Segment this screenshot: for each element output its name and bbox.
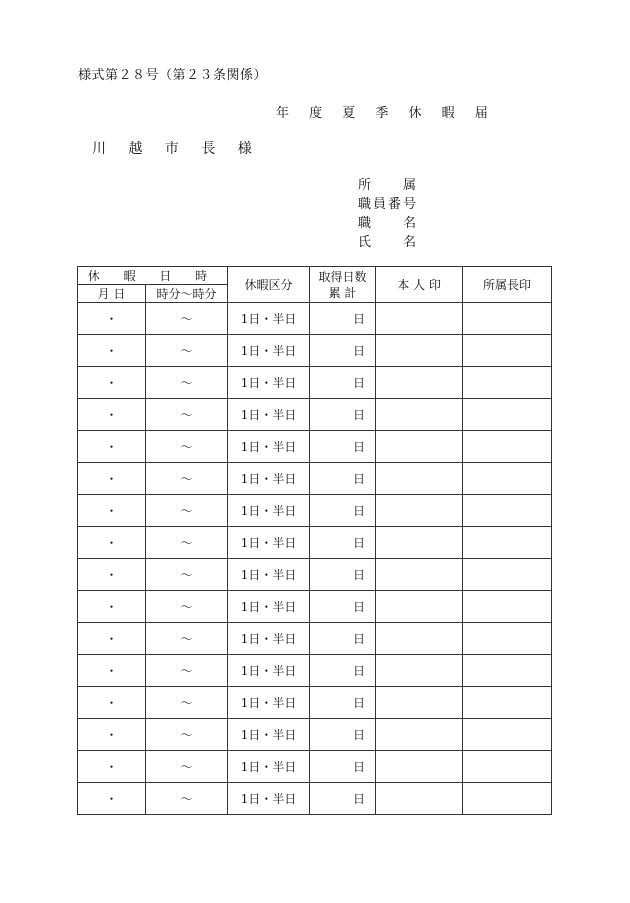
applicant-line-employee-number (358, 195, 416, 214)
leave-type-cell[interactable]: 1日・半日 (228, 623, 310, 655)
days-cell[interactable]: 日 (310, 783, 376, 815)
leave-type-cell[interactable]: 1日・半日 (228, 367, 310, 399)
manager-seal-cell[interactable] (463, 751, 552, 783)
manager-seal-cell[interactable] (463, 303, 552, 335)
leave-type-cell[interactable]: 1日・半日 (228, 463, 310, 495)
table-row (78, 559, 552, 591)
days-cell[interactable]: 日 (310, 751, 376, 783)
time-cell[interactable]: ～ (146, 527, 228, 559)
table-row (78, 367, 552, 399)
time-cell[interactable]: ～ (146, 623, 228, 655)
personal-seal-cell[interactable] (376, 591, 463, 623)
table-row (78, 719, 552, 751)
table-row (78, 495, 552, 527)
date-cell[interactable]: ・ (78, 719, 146, 751)
manager-seal-cell[interactable] (463, 623, 552, 655)
date-cell[interactable]: ・ (78, 495, 146, 527)
days-header-line1: 取得日数 (318, 269, 367, 284)
table-row (78, 399, 552, 431)
manager-seal-cell[interactable] (463, 463, 552, 495)
days-header-line2: 累 計 (328, 285, 357, 300)
time-cell[interactable]: ～ (146, 751, 228, 783)
time-cell[interactable]: ～ (146, 559, 228, 591)
form-number: 様式第２８号（第２３条関係） (78, 68, 268, 83)
table-row (78, 527, 552, 559)
personal-seal-cell[interactable] (376, 495, 463, 527)
days-cell[interactable]: 日 (310, 335, 376, 367)
leave-type-cell[interactable]: 1日・半日 (228, 655, 310, 687)
table-row (78, 623, 552, 655)
name-label: 氏 名 (358, 235, 416, 250)
days-cell[interactable]: 日 (310, 591, 376, 623)
time-cell[interactable]: ～ (146, 591, 228, 623)
leave-type-cell[interactable]: 1日・半日 (228, 399, 310, 431)
manager-seal-cell[interactable] (463, 783, 552, 815)
leave-type-cell[interactable]: 1日・半日 (228, 719, 310, 751)
time-cell[interactable]: ～ (146, 655, 228, 687)
days-header (310, 267, 376, 303)
days-cell[interactable]: 日 (310, 655, 376, 687)
personal-seal-cell[interactable] (376, 303, 463, 335)
personal-seal-cell[interactable] (376, 687, 463, 719)
table-row (78, 751, 552, 783)
leave-type-cell[interactable]: 1日・半日 (228, 751, 310, 783)
leave-type-cell[interactable]: 1日・半日 (228, 687, 310, 719)
days-cell[interactable]: 日 (310, 367, 376, 399)
date-cell[interactable]: ・ (78, 303, 146, 335)
personal-seal-cell[interactable] (376, 399, 463, 431)
leave-rows (78, 303, 552, 815)
date-cell[interactable]: ・ (78, 687, 146, 719)
date-cell[interactable]: ・ (78, 751, 146, 783)
days-cell[interactable]: 日 (310, 303, 376, 335)
leave-type-cell[interactable]: 1日・半日 (228, 335, 310, 367)
table-row (78, 303, 552, 335)
manager-seal-cell[interactable] (463, 399, 552, 431)
days-cell[interactable]: 日 (310, 399, 376, 431)
time-cell[interactable]: ～ (146, 431, 228, 463)
applicant-info (358, 176, 416, 252)
time-range-header: 時分～時分 (146, 285, 228, 303)
personal-seal-cell[interactable] (376, 527, 463, 559)
date-cell[interactable]: ・ (78, 655, 146, 687)
days-cell[interactable]: 日 (310, 687, 376, 719)
leave-type-header: 休暇区分 (228, 267, 310, 303)
table-row (78, 431, 552, 463)
manager-seal-cell[interactable] (463, 655, 552, 687)
leave-type-cell[interactable]: 1日・半日 (228, 431, 310, 463)
time-cell[interactable]: ～ (146, 367, 228, 399)
date-cell[interactable]: ・ (78, 367, 146, 399)
date-cell[interactable]: ・ (78, 463, 146, 495)
time-cell[interactable]: ～ (146, 303, 228, 335)
days-cell[interactable]: 日 (310, 623, 376, 655)
personal-seal-cell[interactable] (376, 783, 463, 815)
manager-seal-cell[interactable] (463, 687, 552, 719)
personal-seal-cell[interactable] (376, 655, 463, 687)
days-cell[interactable]: 日 (310, 495, 376, 527)
date-cell[interactable]: ・ (78, 527, 146, 559)
time-cell[interactable]: ～ (146, 495, 228, 527)
leave-type-cell[interactable]: 1日・半日 (228, 559, 310, 591)
time-cell[interactable]: ～ (146, 335, 228, 367)
table-row (78, 591, 552, 623)
table-row (78, 463, 552, 495)
days-cell[interactable]: 日 (310, 527, 376, 559)
date-cell[interactable]: ・ (78, 399, 146, 431)
personal-seal-cell[interactable] (376, 431, 463, 463)
manager-seal-cell[interactable] (463, 527, 552, 559)
personal-seal-cell[interactable] (376, 719, 463, 751)
manager-seal-cell[interactable] (463, 591, 552, 623)
table-row (78, 655, 552, 687)
applicant-line-position (358, 214, 416, 233)
month-day-header: 月 日 (78, 285, 146, 303)
leave-table (77, 266, 552, 815)
leave-type-cell[interactable]: 1日・半日 (228, 303, 310, 335)
time-cell[interactable]: ～ (146, 783, 228, 815)
personal-seal-cell[interactable] (376, 335, 463, 367)
manager-seal-header: 所属長印 (463, 267, 552, 303)
date-cell[interactable]: ・ (78, 335, 146, 367)
personal-seal-cell[interactable] (376, 463, 463, 495)
date-cell[interactable]: ・ (78, 431, 146, 463)
leave-type-cell[interactable]: 1日・半日 (228, 591, 310, 623)
personal-seal-cell[interactable] (376, 751, 463, 783)
applicant-line-name (358, 233, 416, 252)
date-cell[interactable]: ・ (78, 559, 146, 591)
days-cell[interactable]: 日 (310, 559, 376, 591)
days-cell[interactable]: 日 (310, 463, 376, 495)
date-cell[interactable]: ・ (78, 623, 146, 655)
document-title: 年 度 夏 季 休 暇 届 (276, 106, 496, 121)
manager-seal-cell[interactable] (463, 719, 552, 751)
leave-type-cell[interactable]: 1日・半日 (228, 527, 310, 559)
manager-seal-cell[interactable] (463, 431, 552, 463)
days-cell[interactable]: 日 (310, 431, 376, 463)
table-row (78, 335, 552, 367)
time-cell[interactable]: ～ (146, 719, 228, 751)
days-cell[interactable]: 日 (310, 719, 376, 751)
time-cell[interactable]: ～ (146, 463, 228, 495)
personal-seal-cell[interactable] (376, 559, 463, 591)
leave-type-cell[interactable]: 1日・半日 (228, 495, 310, 527)
time-cell[interactable]: ～ (146, 399, 228, 431)
manager-seal-cell[interactable] (463, 495, 552, 527)
employee-number-label: 職員番号 (358, 197, 416, 212)
manager-seal-cell[interactable] (463, 335, 552, 367)
leave-datetime-header: 休 暇 日 時 (78, 267, 228, 285)
table-row (78, 687, 552, 719)
manager-seal-cell[interactable] (463, 559, 552, 591)
table-row (78, 783, 552, 815)
date-cell[interactable]: ・ (78, 591, 146, 623)
department-label: 所 属 (358, 178, 416, 193)
date-cell[interactable]: ・ (78, 783, 146, 815)
manager-seal-cell[interactable] (463, 367, 552, 399)
addressee: 川 越 市 長 様 (92, 141, 261, 157)
personal-seal-header: 本 人 印 (376, 267, 463, 303)
personal-seal-cell[interactable] (376, 367, 463, 399)
leave-type-cell[interactable]: 1日・半日 (228, 783, 310, 815)
time-cell[interactable]: ～ (146, 687, 228, 719)
position-label: 職 名 (358, 216, 416, 231)
applicant-line-department (358, 176, 416, 195)
personal-seal-cell[interactable] (376, 623, 463, 655)
